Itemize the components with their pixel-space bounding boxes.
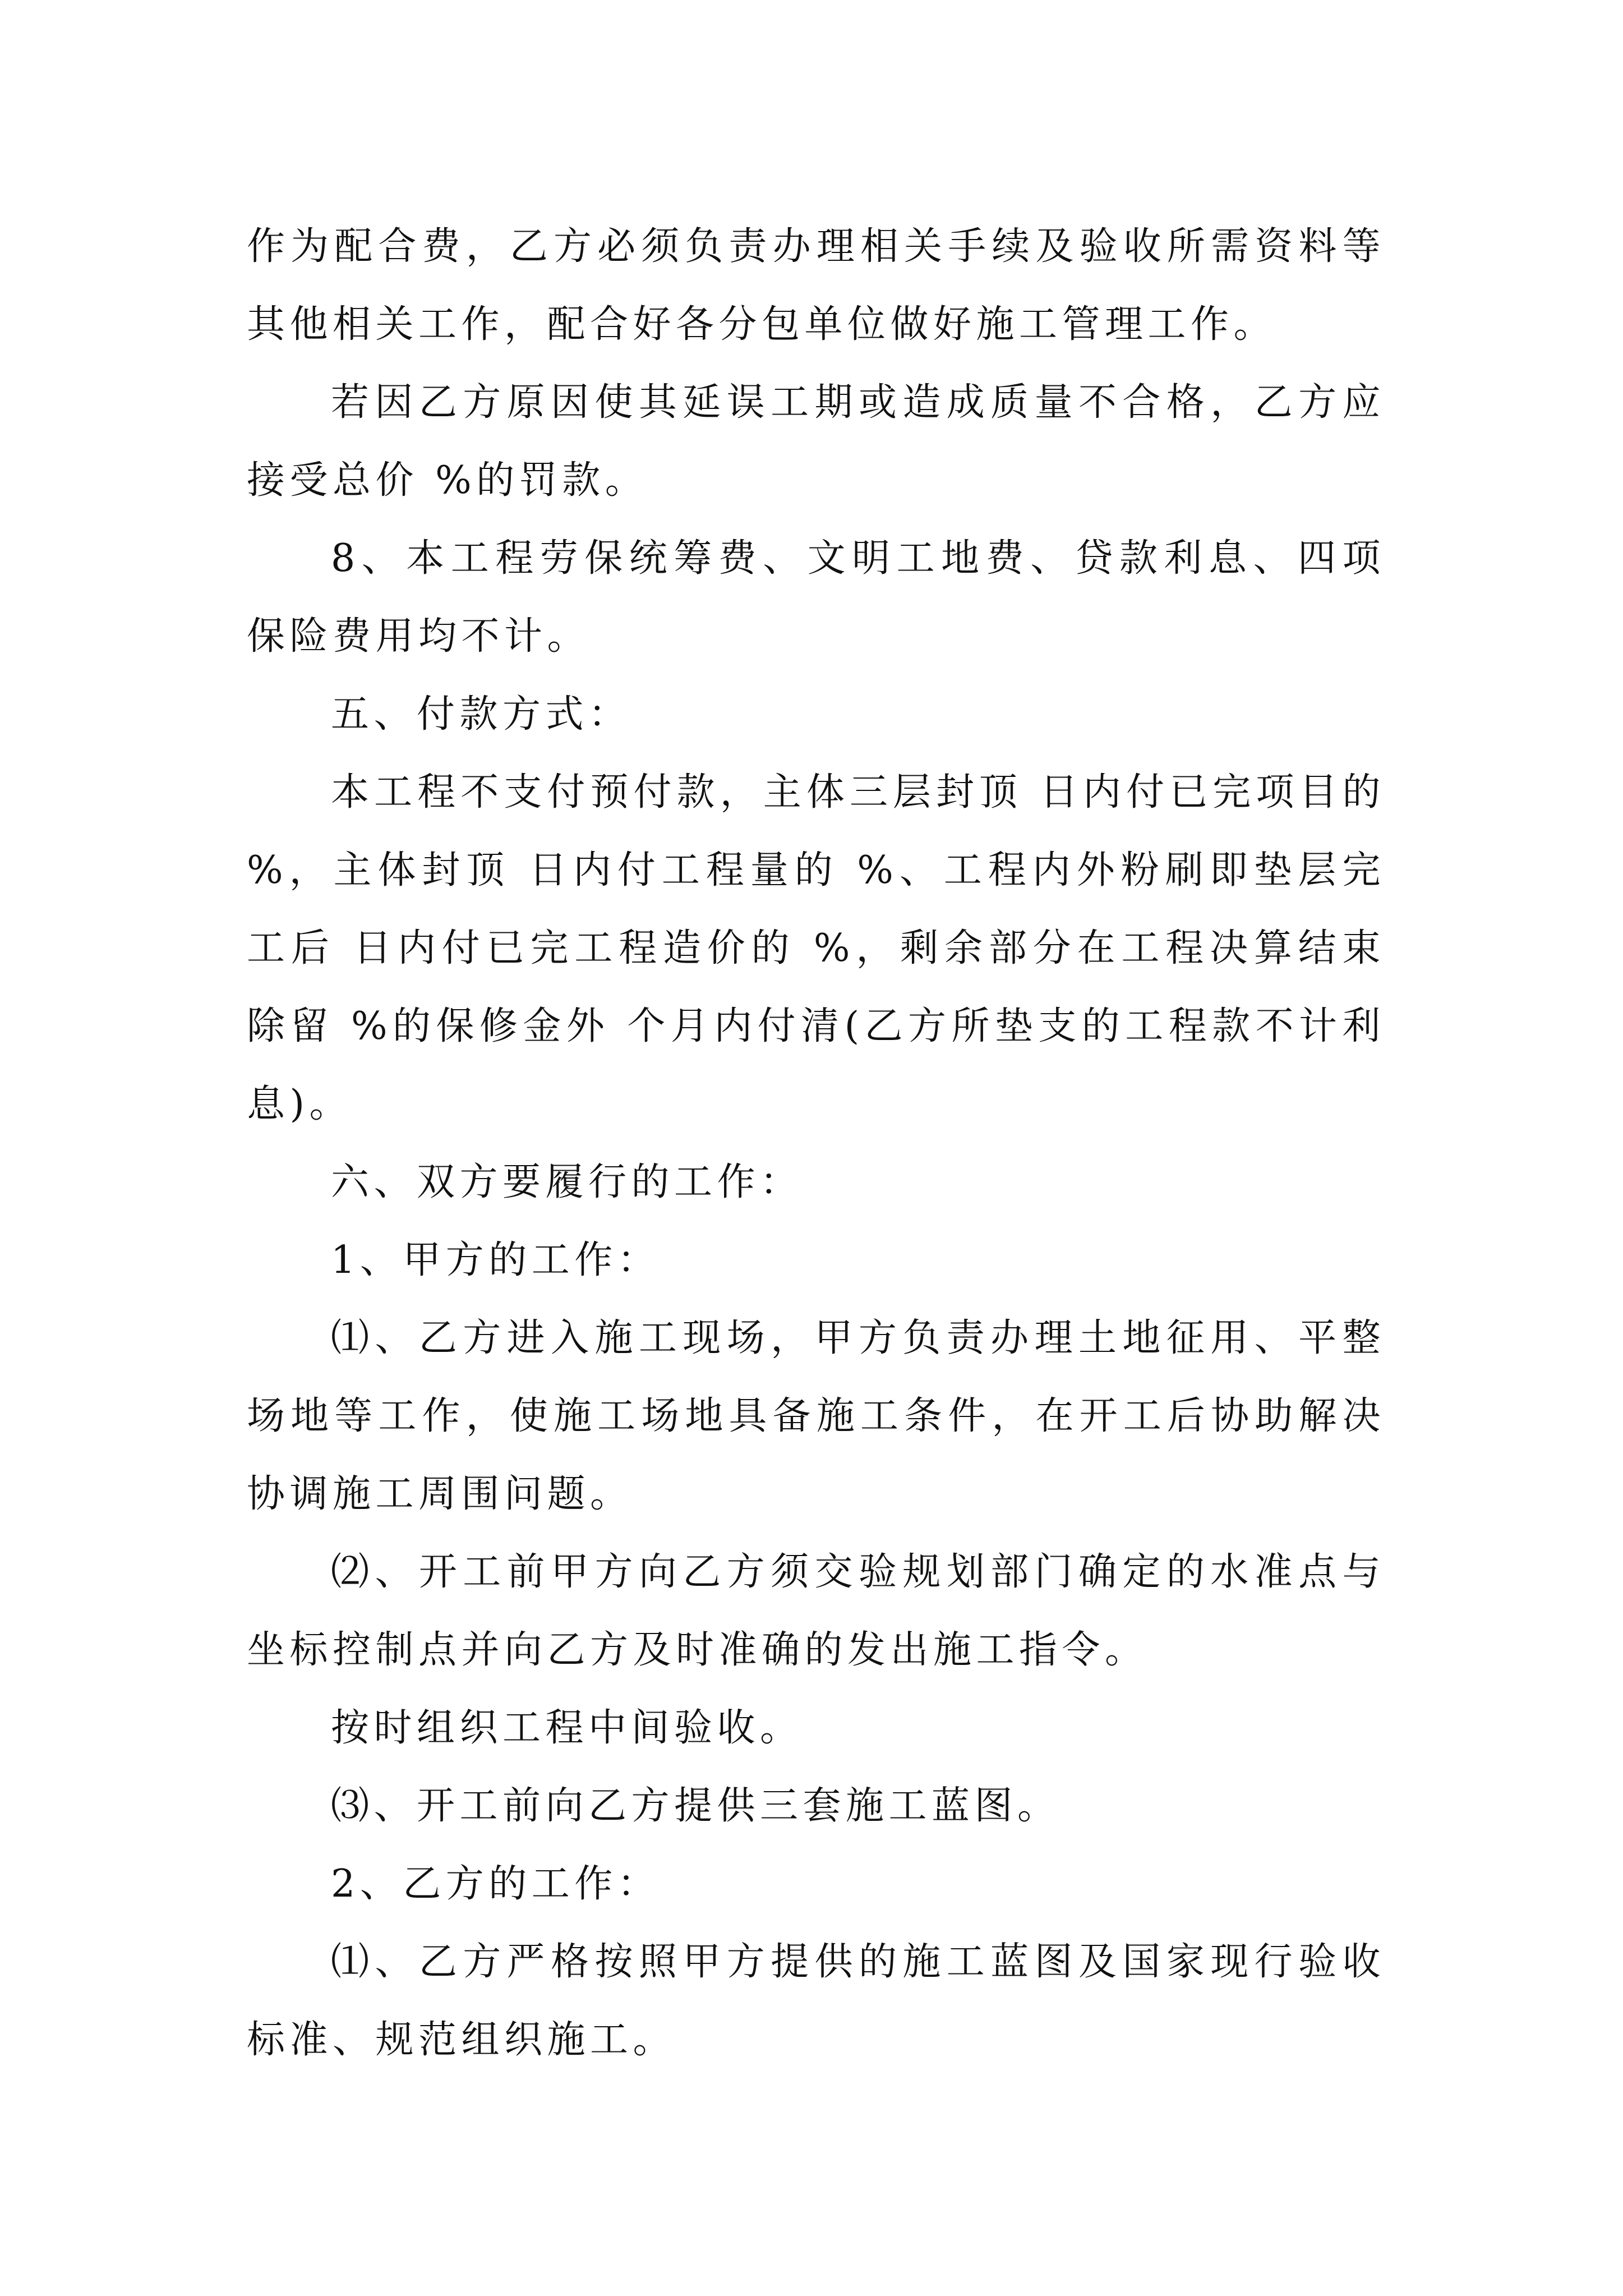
paragraph: 若因乙方原因使其延误工期或造成质量不合格，乙方应接受总价 %的罚款。 <box>247 380 1385 503</box>
paragraph: 作为配合费，乙方必须负责办理相关手续及验收所需资料等其他相关工作，配合好各分包单位做好施工管理工作。 <box>247 224 1385 347</box>
paragraph: ⑴、乙方进入施工现场，甲方负责办理土地征用、平整场地等工作，使施工场地具备施工条件，在开工后协助解决协调施工周围问题。 <box>247 1316 1385 1516</box>
paragraph: 本工程不支付预付款，主体三层封顶 日内付已完项目的 %，主体封顶 日内付工程量的 %、工程内外粉刷即垫层完工后 日内付已完工程造价的 %，剩余部分在工程决算结束除留 %的保修金外 个月内付清(乙方所垫支的工程款不计利息)。 <box>247 770 1385 1126</box>
paragraph: 按时组织工程中间验收。 <box>331 1706 803 1750</box>
paragraph: ⑶、开工前向乙方提供三套施工蓝图。 <box>331 1784 1061 1828</box>
section-heading: 五、付款方式： <box>331 692 631 737</box>
section-heading: 六、双方要履行的工作： <box>331 1160 803 1204</box>
subsection-heading: 2、乙方的工作： <box>331 1862 661 1906</box>
paragraph: ⑴、乙方严格按照甲方提供的施工蓝图及国家现行验收标准、规范组织施工。 <box>247 1940 1385 2062</box>
document-body <box>247 208 1385 2079</box>
paragraph: ⑵、开工前甲方向乙方须交验规划部门确定的水准点与坐标控制点并向乙方及时准确的发出施工指令。 <box>247 1550 1385 1672</box>
subsection-heading: 1、甲方的工作： <box>331 1238 661 1282</box>
paragraph: 8、本工程劳保统筹费、文明工地费、贷款利息、四项保险费用均不计。 <box>247 536 1385 659</box>
